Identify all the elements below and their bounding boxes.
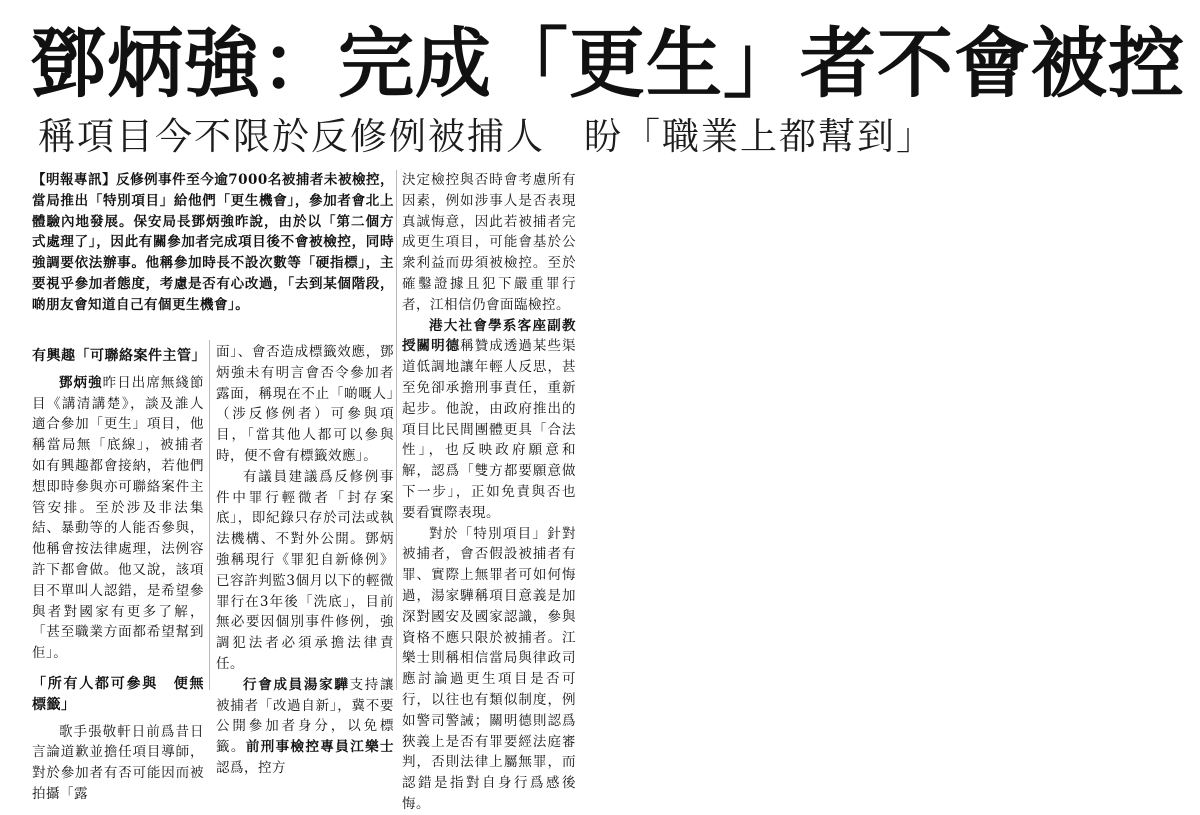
body-paragraph — [216, 675, 394, 779]
article-column-3 — [402, 170, 576, 815]
person-name: 前刑事檢控專員江樂士 — [245, 739, 395, 756]
person-name: 港大社會學系客座副教授關明德 — [402, 317, 576, 355]
article-column-1 — [32, 342, 204, 805]
article-column-2 — [216, 342, 394, 779]
body-text: 支持讓被捕者「改過自新」，冀不要公開參加者身分，以免標籤。 — [216, 676, 395, 756]
lead-text: 【明報專訊】反修例事件至今逾7000名被捕者未被檢控，當局推出「特別項目」給他們「更生機會」，參加者會北上體驗內地發展。保安局長鄧炳強昨說，由於以「第二個方式處理了」，因此有關參加者完成項目後不會被檢控，同時強調要依法辦事。他稱參加時長不設次數等「硬指標」，主要視乎參加者態度，考慮是否有心改過，「去到某個階段，啲朋友會知道自己有個更生機會」。 — [32, 172, 394, 313]
body-text: 稱贊成透過某些渠道低調地讓年輕人反思，甚至免卻承擔刑事責任，重新起步。他說，由政府推出的項目比民間團體更具「合法性」，也反映政府願意和解，認爲「雙方都要願意做下一步」，正如免責與否也要看實際表現。 — [402, 338, 577, 521]
column-divider — [396, 170, 397, 690]
column-divider — [209, 340, 210, 690]
section-subtitle: 有興趣「可聯絡案件主管」 — [32, 348, 206, 364]
subheadline: 稱項目今不限於反修例被捕人 盼「職業上都幫到」 — [38, 115, 935, 158]
body-paragraph: 歌手張敬軒日前爲昔日言論道歉並擔任項目導師，對於參加者有否可能因而被拍攝「露 — [32, 723, 204, 802]
section-subtitle: 「所有人都可參與 便無標籤」 — [32, 675, 204, 713]
body-paragraph: 面」、會否造成標籤效應，鄧炳強未有明言會否令參加者露面，稱現在不止「啲嘅人」（涉反修例者）可參與項目，「當其他人都可以參與時，便不會有標籤效應」。 — [216, 344, 394, 464]
body-paragraph: 對於「特別項目」針對被捕者，會否假設被捕者有罪、實際上無罪者可如何悔過，湯家驊稱項目意義是加深對國安及國家認識，參與資格不應只限於被捕者。江樂士則稱相信當局與律政司應討論過更生項目是否可行，以往也有類似制度，例如警司警誡；關明德則認爲狹義上是否有罪要經法庭審判，否則法律上屬無罪，而認錯是指對自身行爲感後悔。 — [402, 525, 576, 812]
person-name: 行會成員湯家驊 — [243, 676, 350, 693]
body-paragraph: 有議員建議爲反修例事件中罪行輕微者「封存案底」，即紀錄只存於司法或執法機構、不對外公開。鄧炳強稱現行《罪犯自新條例》已容許判監3個月以下的輕微罪行在3年後「洗底」，目前無必要因個別事件修例，強調犯法者必須承擔法律責任。 — [216, 468, 394, 672]
person-name: 鄧炳強 — [59, 374, 103, 391]
body-paragraph — [32, 373, 204, 664]
body-text: 認爲，控方 — [216, 759, 286, 776]
body-paragraph: 決定檢控與否時會考慮所有因素，例如涉事人是否表現真誠悔意，因此若被捕者完成更生項目，可能會基於公衆利益而毋須被檢控。至於確鑿證據且犯下嚴重罪行者，江相信仍會面臨檢控。 — [402, 172, 576, 313]
body-paragraph — [402, 316, 576, 524]
body-text: 昨日出席無綫節目《講清講楚》，談及誰人適合參加「更生」項目，他稱當局無「底線」，被捕者如有興趣都會接納，若他們想即時參與亦可聯絡案件主管安排。至於涉及非法集結、暴動等的人能否參與，他稱會按法律處理，法例容許下都會做。他又說，該項目不單叫人認錯，是希望參與者對國家有更多了解，「甚至職業方面都希望幫到佢」。 — [32, 374, 205, 662]
lead-paragraph — [32, 170, 394, 316]
headline: 鄧炳強：完成「更生」者不會被控 — [30, 19, 1185, 108]
